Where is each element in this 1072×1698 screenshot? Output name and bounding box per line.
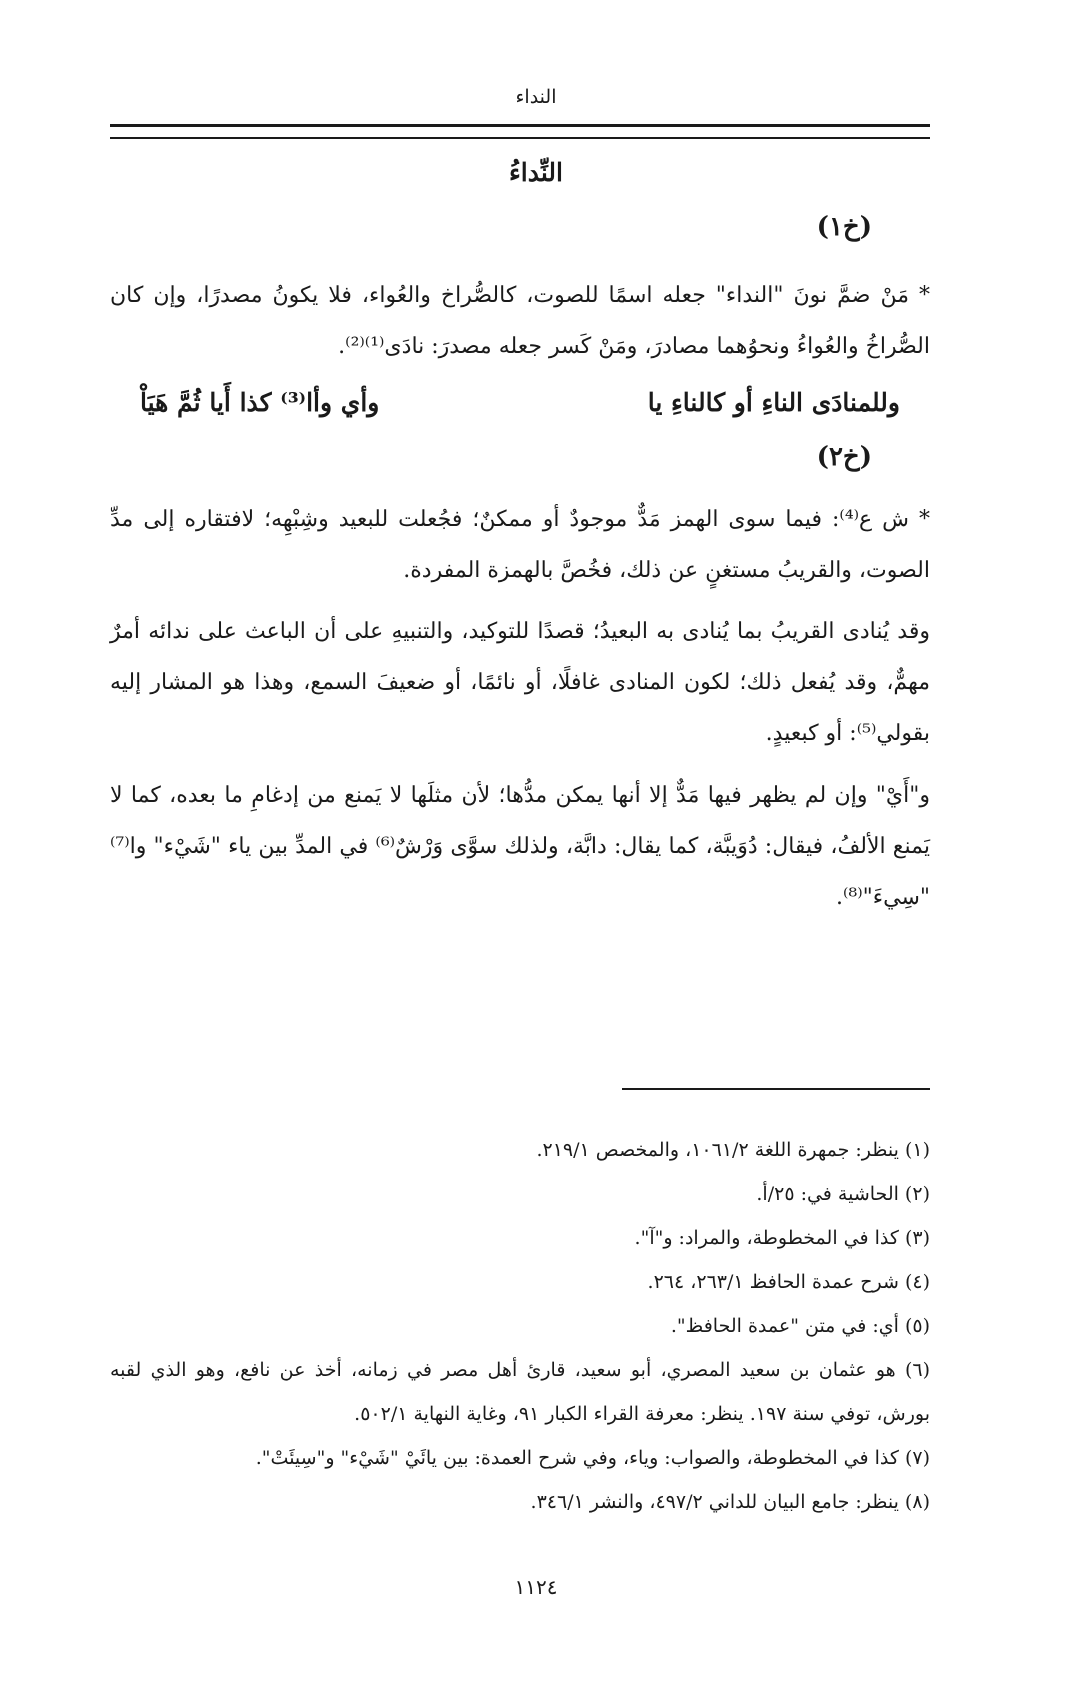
paragraph-3: وقد يُنادى القريبُ بما يُنادى به البعيدُ؛ قصدًا للتوكيد، والتنبيهِ على أن الباعث على ندائه أمرٌ مهمٌّ، وقد يُفعل ذلك؛ لكون المنادى غافلًا، أو نائمًا، أو ضعيفَ السمع، وهذا هو المشار إليه بقولي⁽⁵⁾: أو كبعيدٍ. — [110, 619, 930, 746]
footnotes — [110, 1128, 930, 1524]
manuscript-marker-1: (خ١) — [816, 212, 872, 242]
verse-line — [140, 388, 900, 417]
footnote-4: (٤) شرح عمدة الحافظ ٢٦٣/١، ٢٦٤. — [647, 1271, 930, 1293]
footnote-7: (٧) كذا في المخطوطة، والصواب: وياء، وفي شرح العمدة: بين يائَيْ "شَيْء" و"سِيئَتْ". — [255, 1447, 930, 1469]
manuscript-marker-2: (خ٢) — [816, 442, 872, 472]
footnote-6: (٦) هو عثمان بن سعيد المصري، أبو سعيد، قارئ أهل مصر في زمانه، أخذ عن نافع، وهو الذي لقبه بورش، توفي سنة ١٩٧. ينظر: معرفة القراء الكبار ٩١، وغاية النهاية ٥٠٢/١. — [110, 1359, 930, 1425]
footnote-3: (٣) كذا في المخطوطة، والمراد: و"آ". — [634, 1227, 930, 1249]
footnote-2: (٢) الحاشية في: ٢٥/أ. — [756, 1183, 930, 1205]
verse-first-hemistich: وللمنادَى الناءِ أو كالناءِ يا — [647, 388, 900, 417]
footnote-1: (١) ينظر: جمهرة اللغة ١٠٦١/٢، والمخصص ٢١٩/١. — [536, 1139, 930, 1161]
paragraph-4: و"أَيْ" وإن لم يظهر فيها مَدٌّ إلا أنها يمكن مدُّها؛ لأن مثلَها لا يَمنع من إدغامِ ما بعده، كما لا يَمنع الألفُ، فيقال: دُوَيبَّة، كما يقال: دابَّة، ولذلك سوَّى وَرْشٌ⁽⁶⁾ في المدِّ بين ياء "شَيْء" وا⁽⁷⁾ "سِيءَ"⁽⁸⁾. — [110, 783, 930, 910]
verse-second-hemistich: وأي وأا⁽³⁾ كذا أَيا ثُمَّ هَيَاْ — [140, 388, 380, 417]
page-number: ١١٢٤ — [514, 1575, 558, 1599]
footnote-separator — [622, 1088, 930, 1090]
header-rule-thick — [110, 124, 930, 127]
paragraph-2: * ش ع⁽⁴⁾: فيما سوى الهمز مَدٌّ موجودٌ أو ممكنٌ؛ فجُعلت للبعيد وشِبْهِه؛ لافتقاره إلى مدِّ الصوت، والقريبُ مستغنٍ عن ذلك، فخُصَّ بالهمزة المفردة. — [110, 507, 930, 583]
footnote-8: (٨) ينظر: جامع البيان للداني ٤٩٧/٢، والنشر ٣٤٦/١. — [530, 1491, 930, 1513]
footnote-5: (٥) أي: في متن "عمدة الحافظ". — [670, 1315, 930, 1337]
chapter-title: النِّداءُ — [509, 158, 563, 187]
running-head: النداء — [515, 86, 557, 108]
paragraph-1: * مَنْ ضمَّ نونَ "النداء" جعله اسمًا للصوت، كالصُّراخ والعُواء، فلا يكونُ مصدرًا، وإن كان الصُّراخُ والعُواءُ ونحوُهما مصادرَ، ومَنْ كَسر جعله مصدرَ: نادَى⁽¹⁾⁽²⁾. — [110, 283, 930, 359]
header-rule-thin — [110, 137, 930, 139]
